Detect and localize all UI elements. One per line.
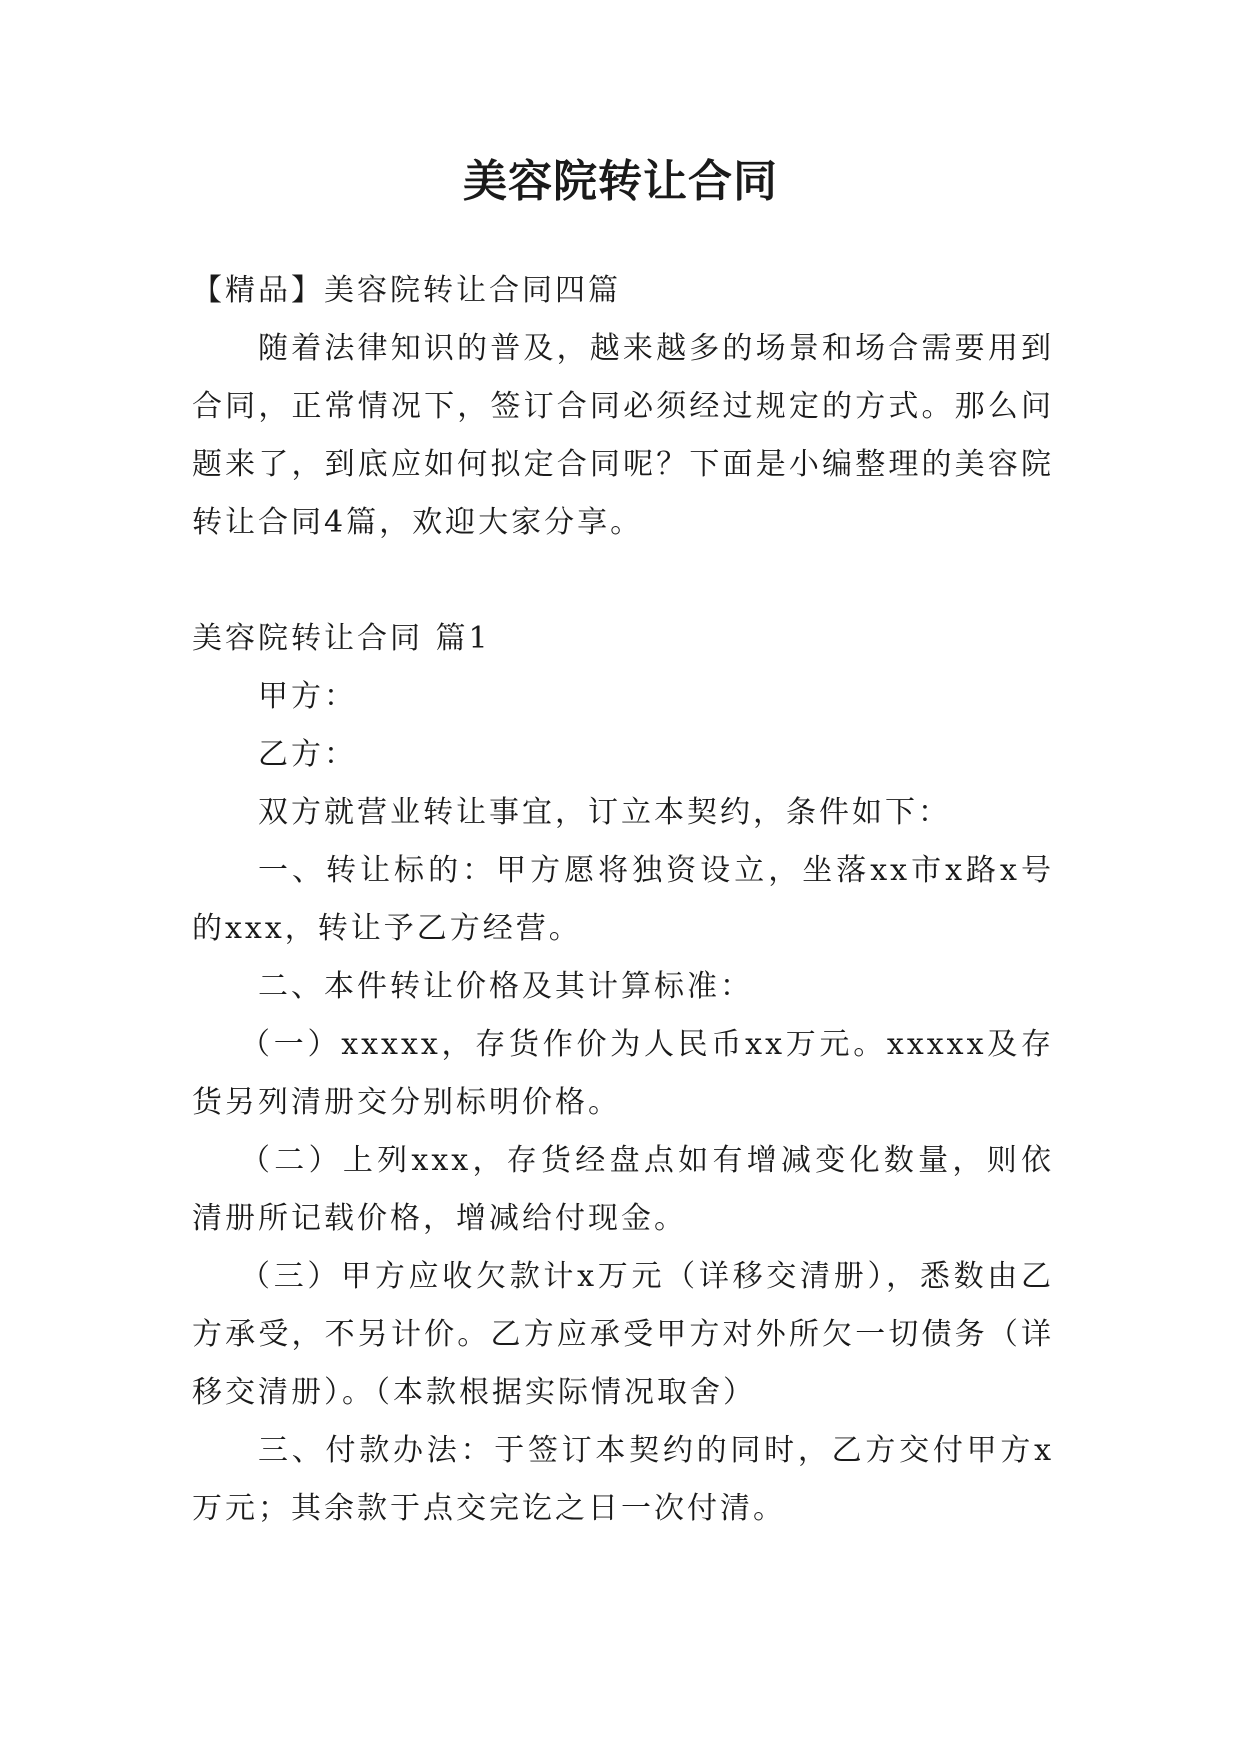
document-body — [192, 262, 1054, 1538]
clause-2-item-3: （三）甲方应收欠款计x万元（详移交清册），悉数由乙方承受，不另计价。乙方应承受甲方对外所欠一切债务（详移交清册）。（本款根据实际情况取舍） — [192, 1259, 1054, 1410]
document-subtitle: 【精品】美容院转让合同四篇 — [192, 273, 621, 308]
party-a-line: 甲方： — [258, 679, 357, 714]
document-title: 美容院转让合同 — [463, 156, 778, 207]
paragraph-gap — [192, 552, 1054, 610]
party-b-line: 乙方： — [258, 737, 357, 772]
clause-2: 二、本件转让价格及其计算标准： — [258, 969, 753, 1004]
section-heading: 美容院转让合同 篇1 — [192, 621, 491, 656]
clause-3: 三、付款办法：于签订本契约的同时，乙方交付甲方x万元；其余款于点交完讫之日一次付清。 — [192, 1433, 1054, 1526]
clause-2-item-1: （一）xxxxx，存货作价为人民币xx万元。xxxxx及存货另列清册交分别标明价格。 — [192, 1027, 1054, 1120]
clause-1: 一、转让标的：甲方愿将独资设立，坐落xx市x路x号的xxx，转让予乙方经营。 — [192, 853, 1054, 946]
intro-paragraph: 随着法律知识的普及，越来越多的场景和场合需要用到合同，正常情况下，签订合同必须经过规定的方式。那么问题来了，到底应如何拟定合同呢？下面是小编整理的美容院转让合同4篇，欢迎大家分享。 — [192, 331, 1054, 540]
preamble-paragraph: 双方就营业转让事宜，订立本契约，条件如下： — [258, 795, 951, 830]
clause-2-item-2: （二）上列xxx，存货经盘点如有增减变化数量，则依清册所记载价格，增减给付现金。 — [192, 1143, 1054, 1236]
